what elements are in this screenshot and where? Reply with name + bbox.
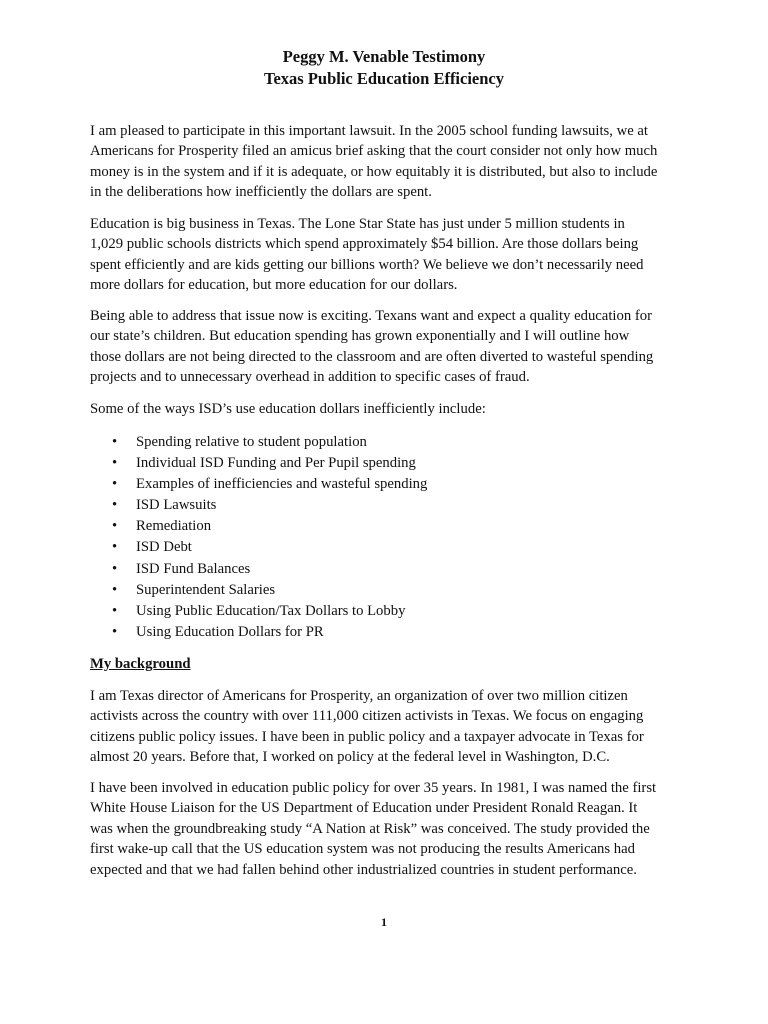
text-line: projects and to unnecessary overhead in addition to specific cases of fraud. (90, 369, 530, 386)
document-subtitle: Texas Public Education Efficiency (263, 69, 505, 88)
text-line: more dollars for education, but more education for our dollars. (90, 277, 458, 294)
text-line: expected and that we had fallen behind other industrialized countries in student performance. (90, 861, 637, 878)
list-item (90, 537, 427, 558)
list-item (90, 601, 427, 622)
text-line: I have been involved in education public policy for over 35 years. In 1981, I was named the first (90, 780, 657, 796)
list-item-text: Superintendent Salaries (136, 581, 276, 598)
bullet-icon: • (112, 560, 118, 577)
text-line: citizens public policy issues. I have been in public policy and a taxpayer advocate in Texas for (90, 728, 644, 745)
list-item-text: Individual ISD Funding and Per Pupil spending (136, 455, 416, 472)
text-line: Some of the ways ISD’s use education dollars inefficiently include: (90, 401, 486, 417)
text-line: activists across the country with over 111,000 citizen activists in Texas. We focus on engaging (90, 708, 644, 725)
text-line: our state’s children. But education spending has grown exponentially and I will outline how (90, 328, 630, 345)
list-item-text: Spending relative to student population (136, 434, 367, 450)
page-number: 1 (381, 915, 387, 929)
list-item-text: Using Education Dollars for PR (136, 623, 324, 640)
list-item (90, 432, 427, 453)
list-item (90, 622, 427, 643)
bullet-icon: • (112, 602, 118, 619)
paragraph-exciting (90, 306, 690, 388)
text-line: money is in the system and if it is adequate, or how equitably it is distributed, but also to include (90, 163, 658, 180)
text-line: first wake-up call that the US education system was not producing the results Americans had (90, 841, 635, 858)
list-item-text: ISD Debt (136, 539, 192, 556)
bullet-icon: • (112, 581, 118, 598)
text-line: spent efficiently and are kids getting our billions worth? We believe we don’t necessarily need (90, 256, 644, 273)
paragraph-education-policy (90, 778, 690, 880)
bullet-icon: • (112, 497, 118, 514)
text-line: in the deliberations how inefficiently the dollars are spent. (90, 184, 432, 201)
text-line: White House Liaison for the US Department of Education under President Ronald Reagan. It (90, 800, 638, 817)
bullet-icon: • (112, 476, 118, 493)
list-item (90, 580, 427, 601)
list-item (90, 495, 427, 516)
bullet-icon: • (112, 623, 118, 640)
text-line: almost 20 years. Before that, I worked on policy at the federal level in Washington, D.C. (90, 749, 610, 766)
text-line: Being able to address that issue now is exciting. Texans want and expect a quality education for (90, 308, 652, 324)
text-line: I am pleased to participate in this important lawsuit. In the 2005 school funding lawsuits, we at (90, 123, 649, 139)
text-line: those dollars are not being directed to the classroom and are often diverted to wasteful spending (90, 348, 654, 365)
bullet-icon: • (112, 539, 118, 556)
bullet-icon: • (112, 518, 118, 535)
text-line: 1,029 public schools districts which spend approximately $54 billion. Are those dollars being (90, 236, 639, 253)
list-item (90, 474, 427, 495)
list-item-text: Using Public Education/Tax Dollars to Lobby (136, 602, 406, 619)
inefficiency-list (90, 432, 427, 643)
paragraph-big-business (90, 214, 690, 296)
text-line: Americans for Prosperity filed an amicus brief asking that the court consider not only how much (90, 143, 658, 160)
section-heading-background: My background (90, 656, 191, 672)
paragraph-intro (90, 121, 690, 203)
bullet-icon: • (112, 434, 118, 450)
list-item (90, 516, 427, 537)
list-item (90, 559, 427, 580)
document-title: Peggy M. Venable Testimony (282, 47, 486, 66)
text-line: was when the groundbreaking study “A Nation at Risk” was conceived. The study provided the (90, 820, 650, 837)
list-item-text: Remediation (136, 518, 212, 535)
list-item-text: ISD Lawsuits (136, 497, 217, 514)
list-item (90, 453, 427, 474)
text-line: I am Texas director of Americans for Prosperity, an organization of over two million citizen (90, 688, 628, 704)
paragraph-director (90, 686, 690, 768)
text-line: Education is big business in Texas. The Lone Star State has just under 5 million students in (90, 216, 625, 232)
paragraph-list-intro (90, 399, 690, 419)
bullet-icon: • (112, 455, 118, 472)
list-item-text: Examples of inefficiencies and wasteful spending (136, 476, 428, 493)
list-item-text: ISD Fund Balances (136, 560, 251, 577)
